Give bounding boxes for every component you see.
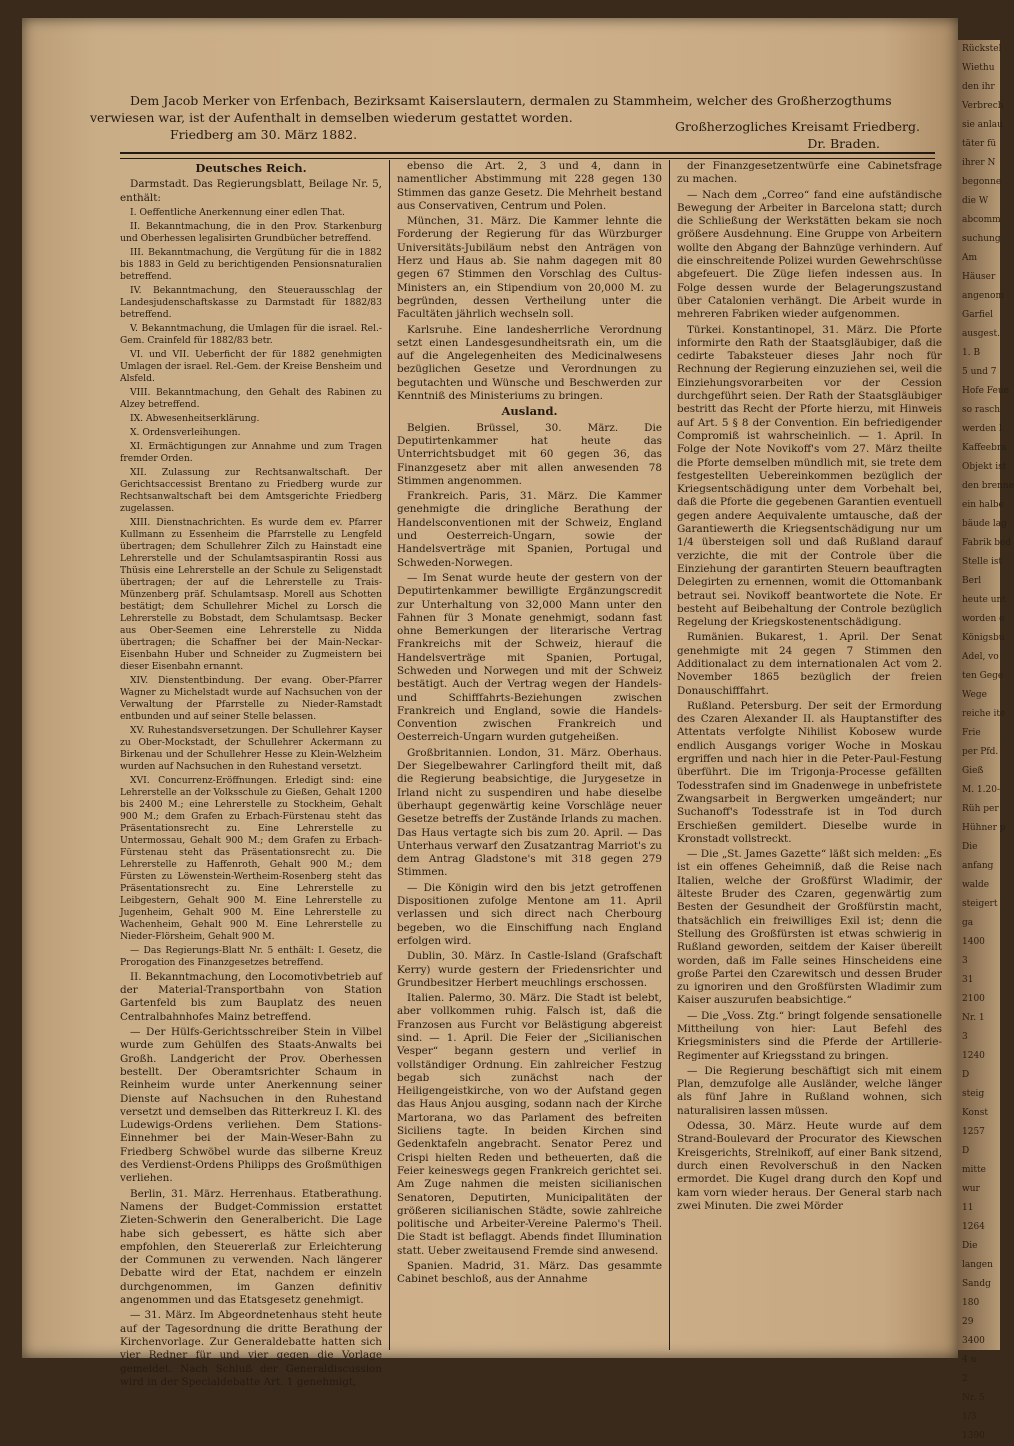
edge-fragment: Rückstel — [962, 44, 1002, 54]
edge-fragment: 3 — [962, 1032, 968, 1042]
edge-fragment: 4 u — [962, 1355, 977, 1365]
article-paragraph: XVI. Concurrenz-Eröffnungen. Erledigt sind: eine Lehrerstelle an der Volksschule zu Gießen, Gehalt 1200 bis 2400 M.; eine Lehrerstelle zu Stockheim, Gehalt 900 M.; dem Grafen zu Erbach-Fürstenau steht das Präsentationsrecht zu. Eine Lehrerstelle zu Untermossau, Gehalt 900 M.; dem Grafen zu Erbach-Fürstenau steht das Präsentationsrecht zu. Die Lehrerstelle zu Haffenroth, Gehalt 900 M.; dem Fürsten zu Löwenstein-Wertheim-Rosenberg steht das Präsentationsrecht zu. Eine Lehrerstelle zu Leibgestern, Gehalt 900 M. Eine Lehrerstelle zu Jugenheim, Gehalt 900 M. Eine Lehrerstelle zu Wachenheim, Gehalt 900 M. Eine Lehrerstelle zu Nieder-Flörsheim, Gehalt 900 M. — [120, 774, 382, 942]
edge-fragment: 31 — [962, 975, 974, 985]
edge-fragment: 1390 — [962, 1431, 985, 1441]
edge-fragment: Nr. 1 — [962, 1013, 985, 1023]
section-heading-deutsches-reich: Deutsches Reich. — [195, 161, 307, 175]
article-paragraph: Rumänien. Bukarest, 1. April. Der Senat genehmigte mit 24 gegen 7 Stimmen den Additionalact zu dem internationalen Act vom 2. November 1865 bezüglich der freien Donauschifffahrt. — [677, 631, 942, 697]
edge-fragment: ten Gege — [962, 671, 1004, 681]
edge-fragment: 180 — [962, 1298, 980, 1308]
edge-fragment: Gieß — [962, 766, 984, 776]
edge-fragment: 3 — [962, 956, 968, 966]
article-paragraph: — Nach dem „Correo“ fand eine aufständische Bewegung der Arbeiter in Barcelona statt; durch die Schließung der Werkstätten bekam sie noch größere Ausdehnung. Eine Gruppe von Arbeitern wollte den Abgang der Bahnzüge verhindern. Auf die einschreitende Polizei wurden Gewehrschüsse abgefeuert. Die Züge liefen indessen aus. In Folge dessen wurde der Belagerungszustand über Catalonien verhängt. Die Arbeit wurde in mehreren Fabriken wieder aufgenommen. — [677, 188, 942, 321]
edge-fragment: Wege — [962, 690, 987, 700]
article-paragraph: IX. Abwesenheitserklärung. — [130, 412, 260, 424]
edge-fragment: 2 — [962, 1374, 968, 1384]
edge-fragment: Adel, vo — [962, 652, 999, 662]
column-1-body — [120, 178, 382, 1389]
article-paragraph: Odessa, 30. März. Heute wurde auf dem Strand-Boulevard der Procurator des Kiewschen Kreisgerichts, Strelnikoff, auf einer Bank sitzend, durch einen Revolverschuß in den Nacken ermordet. Die Kugel drang durch den Kopf und kam vorn wieder heraus. Der General starb nach zwei Minuten. Die zwei Mörder — [677, 1120, 942, 1212]
header-rule — [120, 152, 935, 159]
edge-fragment: ihrer N — [962, 158, 996, 168]
edge-fragment: steigert — [962, 899, 998, 909]
edge-fragment: Frie — [962, 728, 981, 738]
article-paragraph: III. Bekanntmachung, die Vergütung für die in 1882 bis 1883 in Geld zu berichtigenden Pensionsnaturalien betreffend. — [120, 246, 382, 282]
section-heading-ausland: Ausland. — [501, 404, 558, 419]
edge-fragment: 11 — [962, 1203, 974, 1213]
edge-fragment: täter fü — [962, 139, 997, 149]
edge-fragment: suchung — [962, 234, 1001, 244]
article-paragraph: München, 31. März. Die Kammer lehnte die Forderung der Regierung für das Würzburger Universitäts-Jubiläum nebst den Anträgen von Herz und Haus ab. Sie nahm dagegen mit 80 gegen 67 Stimmen den Vorschlag des Cultus-Ministers an, ein Stipendium von 20,000 M. zu begründen, dessen Vertheilung unter die Facultäten jährlich wechseln soll. — [397, 215, 662, 321]
article-paragraph: Karlsruhe. Eine landesherrliche Verordnung setzt einen Landesgesundheitsrath ein, um die auf die Angelegenheiten des Medicinalwesens bezüglichen Gesetze und Verordnungen zu begutachten und Wünsche und Beschwerden zur Kenntniß des Ministeriums zu bringen. — [397, 323, 662, 403]
edge-fragment: 1/3 — [962, 1412, 977, 1422]
edge-fragment: 1. B — [962, 348, 981, 358]
edge-fragment: Hühner p — [962, 823, 1006, 833]
edge-fragment: Die — [962, 1241, 978, 1251]
edge-fragment: Häuser — [962, 272, 996, 282]
article-paragraph: — Die Königin wird den bis jetzt getroffenen Dispositionen zufolge Mentone am 11. April verlassen und sich direct nach Cherbourg begeben, wo die Einschiffung nach England erfolgen wird. — [397, 881, 662, 947]
notice-signature — [675, 118, 920, 152]
article-paragraph: — Die Regierung beschäftigt sich mit einem Plan, demzufolge alle Ausländer, welche länger als fünf Jahre in Rußland wohnen, sich naturalisiren lassen müssen. — [677, 1064, 942, 1117]
edge-fragment: Königsbu — [962, 633, 1005, 643]
edge-fragment: anfang — [962, 861, 994, 871]
edge-fragment: worden e — [962, 614, 1005, 624]
article-paragraph: XIII. Dienstnachrichten. Es wurde dem ev. Pfarrer Kullmann zu Essenheim die Pfarrstelle zu Lengfeld übertragen; dem Schullehrer Zilch zu Hainstadt eine Lehrerstelle und der Schulamtsaspirantin Rossi aus Thüsis eine Lehrerstelle an der Schule zu Seligenstadt übertragen; der auf die Lehrerstelle zu Trais-Münzenberg präf. Schulamtsasp. Morell aus Schotten bestätigt; dem Schullehrer Michel zu Lorsch die Lehrerstelle zu Bobstadt, dem Schulamtsasp. Becker aus Ober-Seemen eine Lehrerstelle zu Nidda übertragen; die Schaffner bei der Main-Neckar-Eisenbahn Huber und Schneider zu Zugmeistern bei dieser Eisenbahn ernannt. — [120, 516, 382, 672]
edge-fragment: Fabrik bed — [962, 538, 1012, 548]
edge-fragment: 1400 — [962, 937, 985, 947]
edge-fragment: langen — [962, 1260, 993, 1270]
article-paragraph: Großbritannien. London, 31. März. Oberhaus. Der Siegelbewahrer Carlingford theilt mit, daß die Regierung beabsichtige, die Jurygesetze in Irland nicht zu suspendiren und habe dieselbe überhaupt gegenwärtig keine Vorschläge neuer Gesetze betreffs der Zustände Irlands zu machen. Das Haus vertagte sich bis zum 20. April. — Das Unterhaus verwarf den Zusatzantrag Marriot's zu dem Antrag Gladstone's mit 318 gegen 279 Stimmen. — [397, 746, 662, 879]
edge-fragment: walde — [962, 880, 990, 890]
article-paragraph: Frankreich. Paris, 31. März. Die Kammer genehmigte die dringliche Berathung der Handelsconventionen mit der Schweiz, England und Oesterreich-Ungarn, sowie der Handelsverträge mit Spanien, Portugal und Schweden-Norwegen. — [397, 490, 662, 569]
edge-fragment: Verbrech — [962, 101, 1004, 111]
article-paragraph: — Die „St. James Gazette“ läßt sich melden: „Es ist ein offenes Geheimniß, daß die Reise nach Italien, welche der Großfürst Wladimir, der älteste Bruder des Czaren, gegenwärtig zum Besten der Gesundheit der Großfürstin macht, thatsächlich ein freiwilliges Exil ist; denn die Stellung des Großfürsten ist etwas schwierig in Rußland geworden, seitdem der Kaiser übereilt worden, daß im Falle seines Hinscheidens eine große Partei den Czarewitsch und dessen Bruder zu ignoriren und den Großfürsten Wladimir zum Kaiser auszurufen beabsichtige.“ — [677, 848, 942, 1007]
notice-text: Dem Jacob Merker von Erfenbach, Bezirksamt Kaiserslautern, dermalen zu Stammheim, welcher des Großherzogthums verwiesen war, ist der Aufenthalt in demselben wiederum gestattet worden. — [90, 93, 892, 125]
article-paragraph: — Der Hülfs-Gerichtsschreiber Stein in Vilbel wurde zum Gehülfen des Staats-Anwalts bei Großh. Landgericht der Prov. Oberhessen bestellt. Der Oberamtsrichter Schaum in Reinheim wurde unter Anerkennung seiner Dienste auf Nachsuchen in den Ruhestand versetzt und demselben das Ritterkreuz I. Kl. des Ludewigs-Ordens verliehen. Dem Stations-Einnehmer bei der Main-Weser-Bahn zu Friedberg Schwöbel wurde das silberne Kreuz des Verdienst-Ordens Philipps des Großmüthigen verliehen. — [120, 1026, 382, 1185]
edge-fragment: die W — [962, 196, 989, 206]
edge-fragment: abcomm — [962, 215, 1001, 225]
edge-fragment: werden l — [962, 424, 1002, 434]
edge-fragment: Rüh per — [962, 804, 999, 814]
edge-fragment: Sandg — [962, 1279, 991, 1289]
edge-fragment: Am — [962, 253, 978, 263]
official-notice — [90, 92, 940, 151]
edge-fragment: Hofe Feue — [962, 386, 1009, 396]
edge-fragment: D — [962, 1070, 970, 1080]
edge-fragment: Berl — [962, 576, 982, 586]
edge-fragment: 1264 — [962, 1222, 985, 1232]
article-paragraph: — Im Senat wurde heute der gestern von der Deputirtenkammer bewilligte Ergänzungscredit zur Unterhaltung von 32,000 Mann unter den Fahnen für 3 Monate genehmigt, sodann fast ohne Bemerkungen der literarische Vertrag Frankreichs mit der Schweiz, hierauf die Handelsverträge mit Spanien, Portugal, Schweden und Norwegen und mit der Schweiz bestätigt. Auch der Vertrag wegen der Handels- und Schifffahrts-Beziehungen zwischen Frankreich und England, sowie die Handels-Convention zwischen Frankreich und Oesterreich-Ungarn wurden gutgeheißen. — [397, 571, 662, 744]
column-2-body-a — [397, 160, 662, 403]
edge-fragment: 2100 — [962, 994, 985, 1004]
edge-fragment: Die — [962, 842, 978, 852]
edge-fragment: Garfiel — [962, 310, 994, 320]
edge-fragment: 1240 — [962, 1051, 985, 1061]
edge-fragment: Kaffeebra — [962, 443, 1007, 453]
adjacent-page-edge — [958, 40, 1014, 1441]
edge-fragment: 5 und 7 — [962, 367, 997, 377]
edge-fragment: 3400 — [962, 1336, 985, 1346]
article-paragraph: Belgien. Brüssel, 30. März. Die Deputirtenkammer hat heute das Unterrichtsbudget mit 60 gegen 36, das Finanzgesetz aber mit allen anwesenden 78 Stimmen angenommen. — [397, 421, 662, 487]
edge-fragment: Stelle ist — [962, 557, 1003, 567]
edge-fragment: ga — [962, 918, 974, 928]
column-1 — [120, 160, 382, 1388]
edge-fragment: ausgest. — [962, 329, 1000, 339]
article-paragraph: VI. und VII. Ueberficht der für 1882 genehmigten Umlagen der israel. Rel.-Gem. der Kreise Bensheim und Alsfeld. — [120, 348, 382, 384]
edge-fragment: D — [962, 1146, 970, 1156]
article-paragraph: I. Oeffentliche Anerkennung einer edlen That. — [130, 206, 345, 218]
edge-fragment: Objekt ist — [962, 462, 1007, 472]
edge-fragment: steig — [962, 1089, 985, 1099]
article-paragraph: XII. Zulassung zur Rechtsanwaltschaft. Der Gerichtsaccessist Brentano zu Friedberg wurde zur Rechtsanwaltschaft bei dem Amtsgerichte Friedberg zugelassen. — [120, 466, 382, 514]
article-paragraph: Darmstadt. Das Regierungsblatt, Beilage Nr. 5, enthält: — [120, 178, 382, 204]
article-paragraph: — Die „Voss. Ztg.“ bringt folgende sensationelle Mittheilung von hier: Laut Befehl des Kriegsministers sind die Pferde der Artillerie-Regimenter auf Kriegsstand zu bringen. — [677, 1009, 942, 1062]
column-2 — [397, 160, 662, 1350]
edge-fragment: bäude lag — [962, 519, 1007, 529]
edge-fragment: Nr. 5 — [962, 1393, 985, 1403]
article-paragraph: Spanien. Madrid, 31. März. Das gesammte Cabinet beschloß, aus der Annahme — [397, 1260, 662, 1286]
article-paragraph: ebenso die Art. 2, 3 und 4, dann in namentlicher Abstimmung mit 228 gegen 130 Stimmen das ganze Gesetz. Die Mehrheit bestand aus Conservativen, Centrum und Polen. — [397, 160, 662, 212]
article-paragraph: XV. Ruhestandsversetzungen. Der Schullehrer Kayser zu Ober-Mockstadt, der Schullehrer Ackermann zu Birkenau und der Schullehrer Hesse zu Klein-Welzheim wurden auf Nachsuchen in den Ruhestand versetzt. — [120, 724, 382, 772]
edge-fragment: sie anlau — [962, 120, 1003, 130]
column-2-body-b — [397, 422, 662, 1287]
article-paragraph: Rußland. Petersburg. Der seit der Ermordung des Czaren Alexander II. als Hauptanstifter des Attentats verfolgte Nihilist Kobosew wurde endlich Ausgangs voriger Woche in Moskau ergriffen und nach hier in die Peter-Paul-Festung überführt. Die im Trigonja-Processe gefällten Todesstrafen sind im Gnadenwege in unbefristete Zwangsarbeit in Bergwerken umgeändert; nur Suchanoff's Todesstrafe ist in Tod durch Erschießen gemildert. Dieselbe wurde in Kronstadt vollstreckt. — [677, 699, 942, 845]
article-paragraph: — Das Regierungs-Blatt Nr. 5 enthält: I. Gesetz, die Prorogation des Finanzgesetzes betreffend. — [120, 944, 382, 968]
article-paragraph: Italien. Palermo, 30. März. Die Stadt ist belebt, aber vollkommen ruhig. Falsch ist, daß die Franzosen aus Furcht vor Belästigung abgereist sind. — 1. April. Die Feier der „Sicilianischen Vesper“ begann gestern und verlief in vollständiger Ordnung. Ein zahlreicher Festzug begab sich zunächst nach der Heiligengeistkirche, von wo der Aufstand gegen das Haus Anjou ausging, sodann nach der Kirche Martorana, wo das Parlament des befreiten Siciliens tagte. In beiden Kirchen sind Gedenktafeln angebracht. Senator Perez und Crispi hielten Reden und betheuerten, daß die Feier keineswegs gegen Frankreich gerichtet sei. Am Zuge nahmen die meisten sicilianischen Senatoren, Deputirten, Municipalitäten der größeren sicilianischen Städte, sowie zahlreiche politische und Arbeiter-Vereine Palermo's Theil. Die Stadt ist beflaggt. Abends findet Illumination statt. Ueber zweitausend Fremde sind anwesend. — [397, 992, 662, 1257]
article-paragraph: V. Bekanntmachung, die Umlagen für die israel. Rel.-Gem. Crainfeld für 1882/83 betr. — [120, 322, 382, 346]
article-paragraph: IV. Bekanntmachung, den Steuerausschlag der Landesjudenschaftskasse zu Darmstadt für 1882/83 betreffend. — [120, 284, 382, 320]
edge-fragment: mitte — [962, 1165, 986, 1175]
notice-signer: Dr. Braden. — [807, 136, 880, 151]
edge-fragment: reiche ite — [962, 709, 1006, 719]
notice-place-date: Friedberg am 30. März 1882. — [170, 127, 358, 142]
edge-fragment: den brenne — [962, 481, 1014, 491]
edge-fragment: angenom — [962, 291, 1004, 301]
edge-fragment: heute unt — [962, 595, 1006, 605]
edge-fragment: so rasch — [962, 405, 1001, 415]
notice-authority: Großherzogliches Kreisamt Friedberg. — [674, 119, 920, 134]
edge-fragment: 29 — [962, 1317, 974, 1327]
edge-fragment: begonne — [962, 177, 1002, 187]
article-paragraph: Türkei. Konstantinopel, 31. März. Die Pforte informirte den Rath der Staatsgläubiger, daß die cedirte Tabaksteuer dieses Jahr noch für Rechnung der Regierung einzuziehen sei, weil die Einziehungsvorarbeiten vor der Cession durchgeführt seien. Der Rath der Staatsgläubiger bestritt das Recht der Pforte hierzu, mit Hinweis auf Art. 5 § 8 der Convention. Ein befriedigender Compromiß ist wahrscheinlich. — 1. April. In Folge der Note Novikoff's vom 27. März theilte die Pforte demselben mündlich mit, sie trete dem festgestellten Uebereinkommen bezüglich der Kriegsentschädigung unter dem Vorbehalt bei, daß die Pforte die gegebenen Garantien eventuell gegen andere Aequivalente umtausche, daß der Garantiewerth die Kriegsentschädigung nur um 1/4 übersteigen soll und daß Rußland darauf verzichte, die mit der Controle über die Einziehung der garantirten Steuern beauftragten Delegirten zu ernennen, womit die Ottomanbank betraut sei. Novikoff beantwortete die Note. Er besteht auf Beibehaltung der Controle bezüglich Regelung der Kriegskostenentschädigung. — [677, 323, 942, 629]
article-paragraph: der Finanzgesetzentwürfe eine Cabinetsfrage zu machen. — [677, 160, 942, 186]
edge-fragment: per Pfd. — [962, 747, 999, 757]
column-divider — [389, 160, 390, 1350]
edge-fragment: 1257 — [962, 1127, 985, 1137]
article-paragraph: — 31. März. Im Abgeordnetenhaus steht heute auf der Tagesordnung die dritte Berathung der Kirchenvorlage. Zur Generaldebatte hatten sich vier Redner für und vier gegen die Vorlage gemeldet. Nach Schluß der Generaldiscussion wird in der Specialdebatte Art. 1 genehmigt, — [120, 1309, 382, 1388]
edge-fragment: Wiethu — [962, 63, 995, 73]
edge-fragment: ein halbe — [962, 500, 1004, 510]
edge-fragment: M. 1.20- — [962, 785, 1001, 795]
article-paragraph: XI. Ermächtigungen zur Annahme und zum Tragen fremder Orden. — [120, 440, 382, 464]
edge-fragment: Konst — [962, 1108, 988, 1118]
edge-fragment: den ihr — [962, 82, 995, 92]
article-paragraph: II. Bekanntmachung, die in den Prov. Starkenburg und Oberhessen legalisirten Grundbücher betreffend. — [120, 220, 382, 244]
column-divider — [669, 160, 670, 1350]
column-3 — [677, 160, 942, 1350]
edge-fragment: wur — [962, 1184, 980, 1194]
article-paragraph: Dublin, 30. März. In Castle-Island (Grafschaft Kerry) wurde gestern der Friedensrichter und Grundbesitzer Herbert meuchlings erschossen. — [397, 950, 662, 989]
article-paragraph: X. Ordensverleihungen. — [130, 426, 241, 438]
article-paragraph: Berlin, 31. März. Herrenhaus. Etatberathung. Namens der Budget-Commission erstattet Zieten-Schwerin den Generalbericht. Die Lage habe sich gebessert, es hätte sich aber empfohlen, den Steuererlaß zur Erleichterung der Communen zu verwenden. Nach längerer Debatte wird der Etat, nachdem er einzeln durchgenommen, im Ganzen definitiv angenommen und das Etatsgesetz genehmigt. — [120, 1187, 382, 1307]
article-paragraph: II. Bekanntmachung, den Locomotivbetrieb auf der Material-Transportbahn von Station Gartenfeld bis zum Bauplatz des neuen Centralbahnhofes Mainz betreffend. — [120, 970, 382, 1023]
column-3-body — [677, 160, 942, 1213]
article-paragraph: VIII. Bekanntmachung, den Gehalt des Rabinen zu Alzey betreffend. — [120, 386, 382, 410]
article-paragraph: XIV. Dienstentbindung. Der evang. Ober-Pfarrer Wagner zu Michelstadt wurde auf Nachsuchen von der Verwaltung der Pfarrstelle zu Nieder-Ramstadt entbunden und auf seiner Stelle belassen. — [120, 674, 382, 722]
